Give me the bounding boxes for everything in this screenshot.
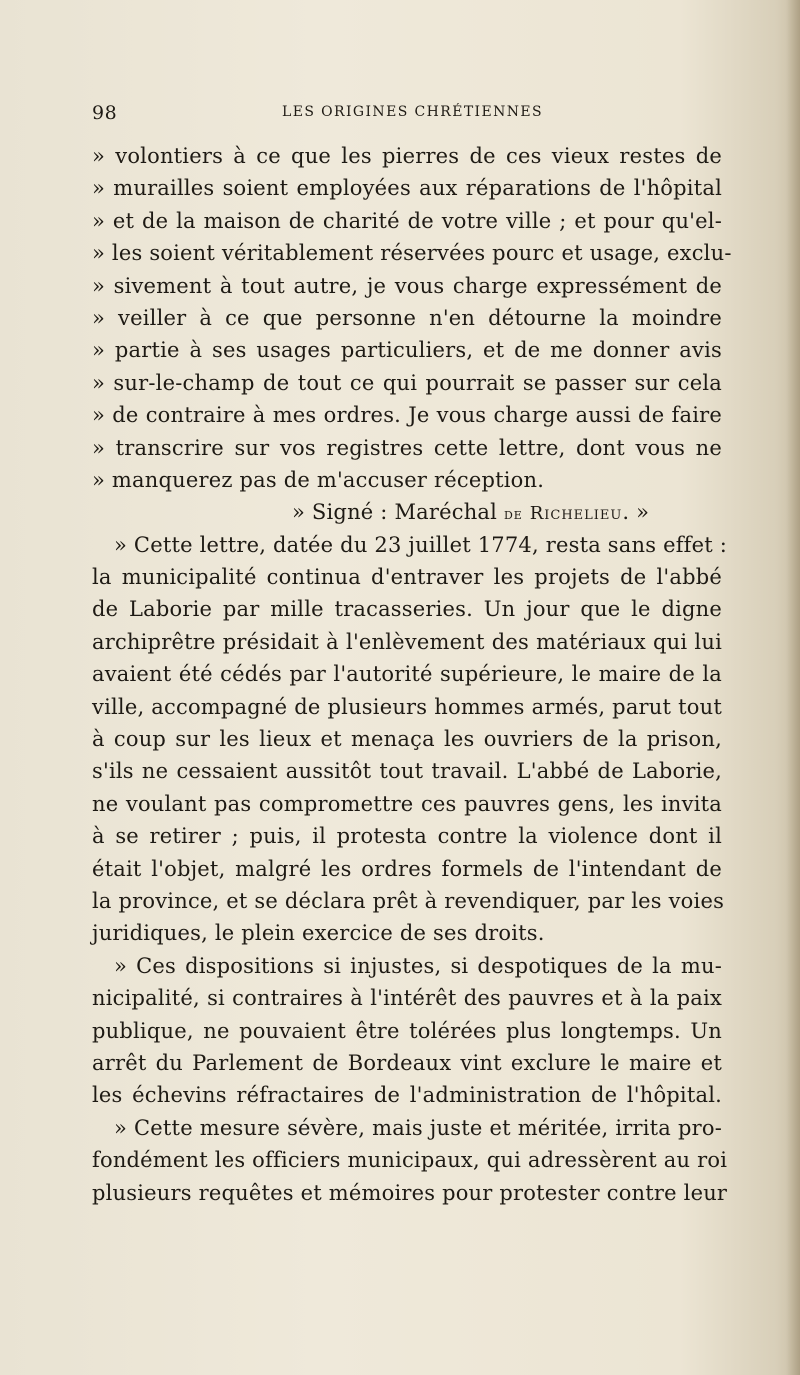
- text-line: s'ils ne cessaient aussitôt tout travail. L'abbé de Laborie,: [92, 759, 722, 784]
- signature-prefix: » Signé : Maréchal: [292, 500, 504, 525]
- text-line: à se retirer ; puis, il protesta contre la violence dont il: [92, 824, 722, 849]
- text-line: ne voulant pas compromettre ces pauvres gens, les invita: [92, 791, 722, 816]
- text-line: » veiller à ce que personne n'en détourne la moindre: [92, 305, 722, 330]
- text-line: juridiques, le plein exercice de ses droits.: [92, 921, 545, 946]
- text-line: avaient été cédés par l'autorité supérieure, le maire de la: [92, 662, 722, 687]
- signature-particle: de: [503, 505, 523, 524]
- text-line: » sur-le-champ de tout ce qui pourrait se passer sur cela: [92, 370, 722, 395]
- text-line: archiprêtre présidait à l'enlèvement des matériaux qui lui: [92, 629, 722, 654]
- page-number: 98: [92, 102, 118, 124]
- text-line: la municipalité continua d'entraver les projets de l'abbé: [92, 565, 722, 590]
- running-title: LES ORIGINES CHRÉTIENNES: [282, 104, 544, 120]
- text-line: » partie à ses usages particuliers, et de me donner avis: [92, 338, 722, 363]
- text-line: nicipalité, si contraires à l'intérêt des pauvres et à la paix: [92, 986, 722, 1011]
- text-line: de Laborie par mille tracasseries. Un jour que le digne: [92, 597, 722, 622]
- text-line: » les soient véritablement réservées pourc et usage, exclu-: [92, 241, 732, 266]
- body-text: [92, 140, 732, 1209]
- page-header: [92, 102, 722, 132]
- text-line: les échevins réfractaires de l'administration de l'hôpital.: [92, 1083, 722, 1108]
- text-line: » transcrire sur vos registres cette lettre, dont vous ne: [92, 435, 722, 460]
- text-line: était l'objet, malgré les ordres formels de l'intendant de: [92, 856, 722, 881]
- text-line: » volontiers à ce que les pierres de ces vieux restes de: [92, 144, 722, 168]
- text-line: à coup sur les lieux et menaça les ouvriers de la prison,: [92, 727, 722, 752]
- text-line: » Cette lettre, datée du 23 juillet 1774, resta sans effet :: [114, 532, 728, 557]
- page-edge-shadow: [786, 0, 800, 1375]
- text-line: la province, et se déclara prêt à revendiquer, par les voies: [92, 888, 725, 913]
- text-line: » de contraire à mes ordres. Je vous charge aussi de faire: [92, 403, 722, 428]
- signature-line: [92, 496, 722, 528]
- text-line: publique, ne pouvaient être tolérées plus longtemps. Un: [92, 1018, 722, 1043]
- text-line: » murailles soient employées aux réparations de l'hôpital: [92, 176, 722, 201]
- text-line: plusieurs requêtes et mémoires pour protester contre leur: [92, 1180, 728, 1205]
- text-line: » sivement à tout autre, je vous charge expressément de: [92, 273, 722, 298]
- text-line: ville, accompagné de plusieurs hommes armés, parut tout: [92, 694, 722, 719]
- text-line: » manquerez pas de m'accuser réception.: [92, 467, 545, 492]
- text-line: fondément les officiers municipaux, qui adressèrent au roi: [92, 1148, 728, 1173]
- signature-name: Richelieu: [529, 503, 623, 525]
- text-line: » Ces dispositions si injustes, si despotiques de la mu-: [114, 953, 722, 978]
- text-line: arrêt du Parlement de Bordeaux vint exclure le maire et: [92, 1050, 722, 1075]
- text-line: » et de la maison de charité de votre ville ; et pour qu'el-: [92, 208, 722, 233]
- signature-suffix: . »: [622, 500, 650, 525]
- text-line: » Cette mesure sévère, mais juste et méritée, irrita pro-: [114, 1115, 722, 1140]
